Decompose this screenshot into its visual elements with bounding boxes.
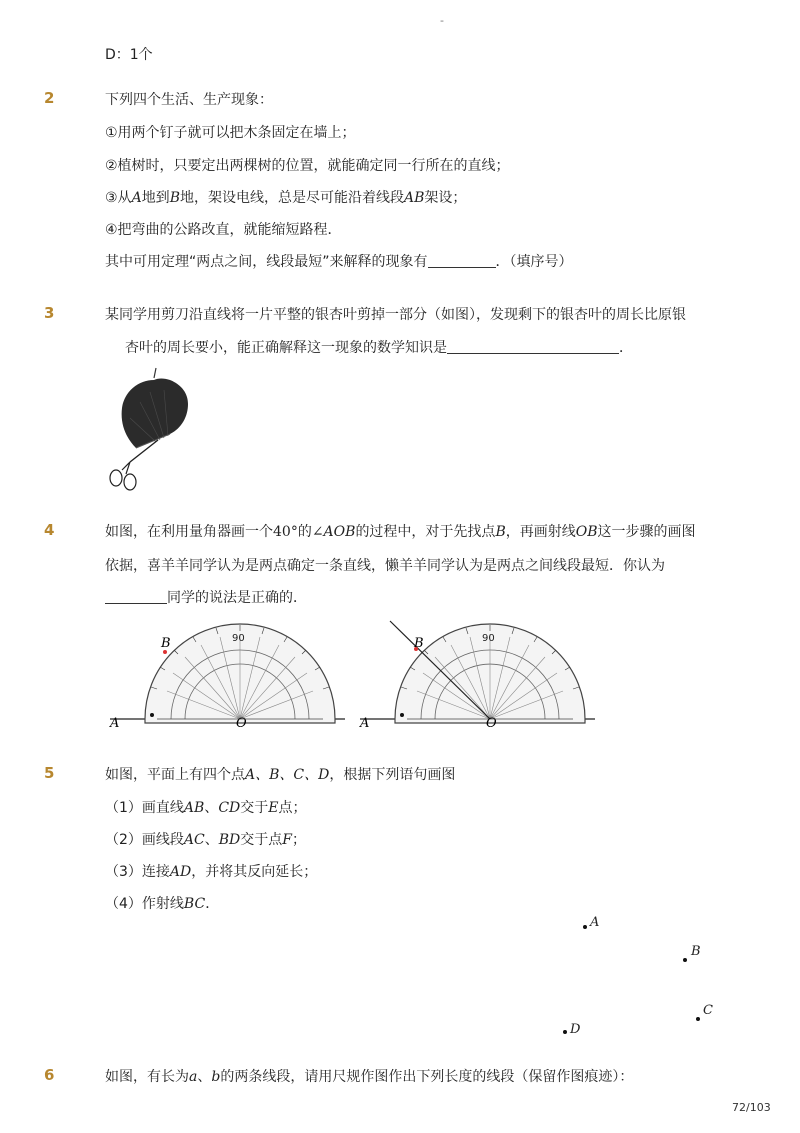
right-label-b: B xyxy=(414,636,424,651)
q5-step-1 xyxy=(105,797,307,817)
q4-l1-text-e: 这一步骤的画图 xyxy=(597,524,696,540)
q5-s1-text-a: （1）画直线 xyxy=(105,800,184,816)
ginkgo-leaf-figure xyxy=(100,362,200,497)
q2-item3-point-b: B xyxy=(169,190,180,206)
q2-item3-segment-ab: AB xyxy=(403,190,425,206)
point-d-dot xyxy=(563,1030,567,1034)
q5-s1-sep: 、 xyxy=(204,800,219,816)
q5-s4-text-a: （4）作射线 xyxy=(105,896,184,912)
header-mark: - xyxy=(440,14,444,27)
q4-point-b: B xyxy=(495,524,506,540)
q4-ray-ob: OB xyxy=(575,524,598,540)
q4-answer-blank[interactable] xyxy=(105,589,167,604)
q5-s1-line-ab: AB xyxy=(183,800,205,816)
q6-number: 6 xyxy=(44,1066,55,1084)
q4-line-3 xyxy=(105,587,307,607)
q4-angle-aob: ∠AOB xyxy=(311,524,356,540)
q2-stem: 下列四个生活、生产现象： xyxy=(105,92,273,108)
left-label-b: B xyxy=(161,636,171,651)
q6-text-c: 的两条线段，请用尺规作图作出下列长度的线段（保留作图痕迹）： xyxy=(220,1069,634,1085)
q2-ask-text: 其中可用定理“两点之间，线段最短”来解释的现象有 xyxy=(105,254,428,270)
q5-l1-text-a: 如图，平面上有四个点 xyxy=(105,767,245,783)
q6-var-b: b xyxy=(211,1069,221,1085)
q2-answer-blank[interactable] xyxy=(428,253,496,268)
q5-s2-segment-ac: AC xyxy=(183,832,205,848)
q4-line3-text: 同学的说法是正确的． xyxy=(167,590,307,606)
q5-step-3 xyxy=(105,861,317,881)
q3-line2-end: ． xyxy=(619,340,633,356)
q5-s3-text-b: ，并将其反向延长； xyxy=(191,864,318,880)
point-c-label: C xyxy=(703,1003,713,1018)
right-label-o: O xyxy=(486,716,497,730)
q4-line-2: 依据，喜羊羊同学认为是两点确定一条直线，懒羊羊同学认为是两点之间线段最短．你认为 xyxy=(105,558,665,574)
point-b-dot xyxy=(683,958,687,962)
protractor-right xyxy=(359,621,595,730)
q2-item-3 xyxy=(105,187,466,207)
q4-angle-value: 40° xyxy=(273,524,298,540)
q3-answer-blank[interactable] xyxy=(447,339,619,354)
point-a-dot xyxy=(583,925,587,929)
q5-l1-text-b: ，根据下列语句画图 xyxy=(329,767,456,783)
q3-line-2 xyxy=(125,337,633,357)
q1-option-d: D：1个 xyxy=(105,47,153,63)
q3-line-1: 某同学用剪刀沿直线将一片平整的银杏叶剪掉一部分（如图），发现剩下的银杏叶的周长比原银 xyxy=(105,307,686,323)
q2-ask-end: ．（填序号） xyxy=(495,254,573,270)
q6-line-1 xyxy=(105,1066,633,1086)
q6-var-a: a xyxy=(189,1069,198,1085)
q4-number: 4 xyxy=(44,521,55,539)
q2-item3-text-d: 架设； xyxy=(424,190,467,206)
q5-s2-text-c: ； xyxy=(291,832,306,848)
q5-s2-segment-bd: BD xyxy=(218,832,241,848)
q5-line-1 xyxy=(105,764,455,784)
q5-s1-text-c: 点； xyxy=(278,800,307,816)
q6-text-a: 如图，有长为 xyxy=(105,1069,189,1085)
q6-text-b: 、 xyxy=(197,1069,212,1085)
q2-item3-text-b: 地到 xyxy=(141,190,170,206)
q5-s3-segment-ad: AD xyxy=(169,864,192,880)
q5-s2-text-b: 交于点 xyxy=(240,832,283,848)
q5-s2-sep: 、 xyxy=(204,832,219,848)
q4-l1-text-a: 如图，在利用量角器画一个 xyxy=(105,524,273,540)
q2-number: 2 xyxy=(44,89,55,107)
left-label-a: A xyxy=(110,716,120,730)
left-label-o: O xyxy=(236,716,247,730)
q5-step-2 xyxy=(105,829,306,849)
q2-item-4: ④把弯曲的公路改直，就能缩短路程． xyxy=(105,222,342,238)
right-label-a: A xyxy=(360,716,370,730)
q3-line2-text: 杏叶的周长要小，能正确解释这一现象的数学知识是 xyxy=(125,340,447,356)
q5-points: A、B、C、D xyxy=(245,767,330,783)
q2-item3-text-c: 地，架设电线，总是尽可能沿着线段 xyxy=(179,190,404,206)
q3-number: 3 xyxy=(44,304,55,322)
q5-s3-text-a: （3）连接 xyxy=(105,864,170,880)
q5-s2-text-a: （2）画线段 xyxy=(105,832,184,848)
q5-step-4 xyxy=(105,893,219,913)
q2-item3-point-a: A xyxy=(131,190,142,206)
q5-s1-line-cd: CD xyxy=(218,800,241,816)
q5-s1-text-b: 交于 xyxy=(240,800,269,816)
point-c-dot xyxy=(696,1017,700,1021)
left-label-90: 90 xyxy=(232,633,245,644)
q4-l1-text-d: ，再画射线 xyxy=(505,524,576,540)
point-d-label: D xyxy=(570,1022,581,1037)
q4-l1-text-b: 的 xyxy=(297,524,312,540)
q5-s4-text-b: ． xyxy=(205,896,220,912)
q5-s2-point-f: F xyxy=(282,832,292,848)
protractor-left xyxy=(109,624,345,730)
q4-l1-text-c: 的过程中，对于先找点 xyxy=(355,524,496,540)
q2-item-1: ①用两个钉子就可以把木条固定在墙上； xyxy=(105,125,356,141)
q2-ask xyxy=(105,251,573,271)
q4-line-1 xyxy=(105,521,696,541)
q2-item3-text-a: ③从 xyxy=(105,190,132,206)
protractor-figure xyxy=(105,615,605,730)
page-number: 72/103 xyxy=(732,1101,771,1114)
q2-item-2: ②植树时，只要定出两棵树的位置，就能确定同一行所在的直线； xyxy=(105,158,510,174)
point-b-label: B xyxy=(691,944,701,959)
q5-s1-point-e: E xyxy=(268,800,279,816)
right-label-90: 90 xyxy=(482,633,495,644)
q5-number: 5 xyxy=(44,764,55,782)
point-a-label: A xyxy=(590,915,600,930)
q5-s4-ray-bc: BC xyxy=(183,896,206,912)
